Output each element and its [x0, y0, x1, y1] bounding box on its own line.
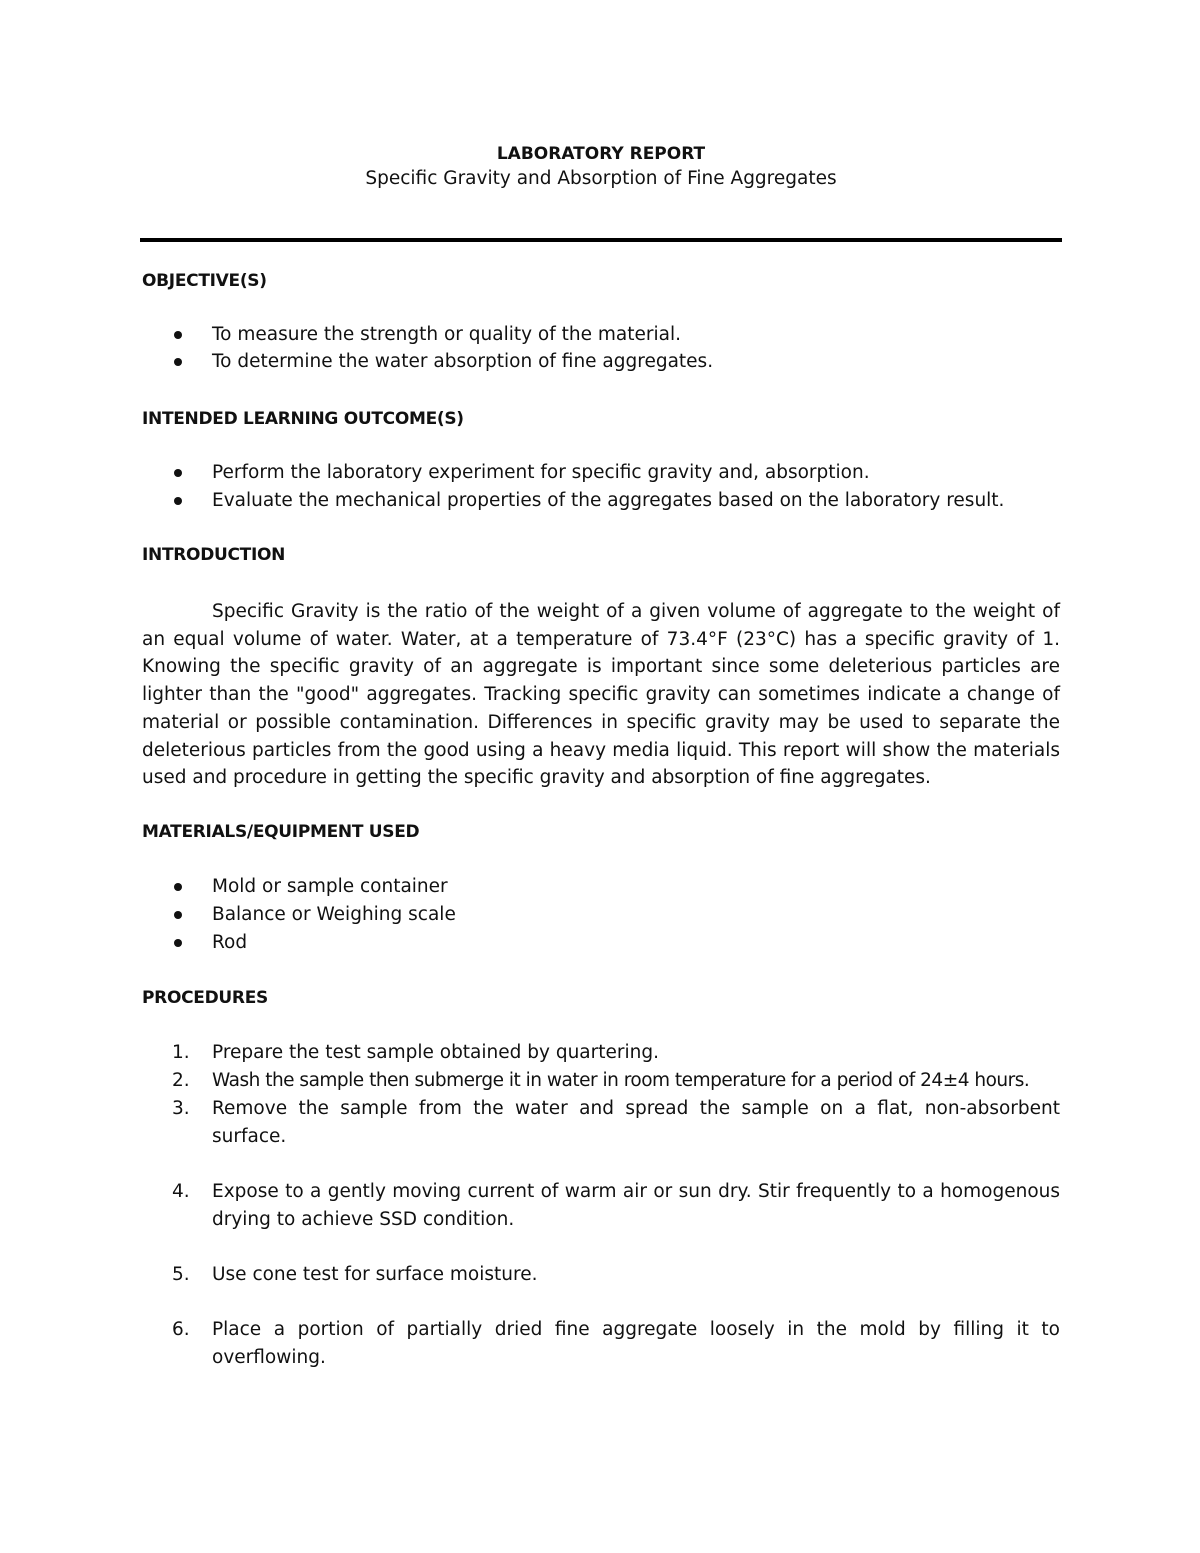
- objectives-heading: OBJECTIVE(S): [142, 271, 267, 291]
- step-text: Wash the sample then submerge it in water in room temperature for a period of 24±4 hours.: [212, 1070, 1030, 1091]
- objective-text: To measure the strength or quality of the material.: [212, 324, 681, 345]
- step-number: 5.: [172, 1264, 190, 1285]
- step-text: Remove the sample from the water and spread the sample on a flat, non-absorbent surface.: [212, 1098, 1060, 1147]
- outcome-text: Evaluate the mechanical properties of the aggregates based on the laboratory result.: [212, 490, 1005, 511]
- step-number: 6.: [172, 1319, 190, 1340]
- step-text: Expose to a gently moving current of warm air or sun dry. Stir frequently to a homogenous drying to achieve SSD condition.: [212, 1181, 1060, 1230]
- step-number: 4.: [172, 1181, 190, 1202]
- bullet-icon: [174, 939, 182, 947]
- step-text: Place a portion of partially dried fine aggregate loosely in the mold by filling it to overflowing.: [212, 1319, 1060, 1368]
- objective-text: To determine the water absorption of fine aggregates.: [212, 351, 714, 372]
- bullet-icon: [174, 911, 182, 919]
- introduction-heading: INTRODUCTION: [142, 545, 286, 565]
- outcomes-heading: INTENDED LEARNING OUTCOME(S): [142, 409, 464, 429]
- outcome-text: Perform the laboratory experiment for specific gravity and, absorption.: [212, 462, 870, 483]
- bullet-icon: [174, 331, 182, 339]
- procedures-heading: PROCEDURES: [142, 988, 268, 1008]
- step-text: Prepare the test sample obtained by quartering.: [212, 1042, 659, 1063]
- materials-heading: MATERIALS/EQUIPMENT USED: [142, 822, 420, 842]
- step-number: 2.: [172, 1070, 190, 1091]
- report-title: LABORATORY REPORT: [496, 144, 706, 164]
- bullet-icon: [174, 469, 182, 477]
- bullet-icon: [174, 883, 182, 891]
- material-text: Balance or Weighing scale: [212, 904, 456, 925]
- bullet-icon: [174, 497, 182, 505]
- step-number: 3.: [172, 1098, 190, 1119]
- report-subtitle: Specific Gravity and Absorption of Fine Aggregates: [365, 168, 837, 189]
- introduction-paragraph: Specific Gravity is the ratio of the weight of a given volume of aggregate to the weight of an equal volume of water. Water, at a temperature of 73.4°F (23°C) has a specific gravity of 1. Knowing the specific gravity of an aggregate is important since some deleterious particles are lighter than the "good" aggregates. Tracking specific gravity can sometimes indicate a change of material or possible contamination. Differences in specific gravity may be used to separate the deleterious particles from the good using a heavy media liquid. This report will show the materials used and procedure in getting the specific gravity and absorption of fine aggregates.: [142, 601, 1060, 789]
- step-number: 1.: [172, 1042, 190, 1063]
- header-divider: [140, 238, 1062, 242]
- bullet-icon: [174, 358, 182, 366]
- step-text: Use cone test for surface moisture.: [212, 1264, 538, 1285]
- material-text: Rod: [212, 932, 248, 953]
- material-text: Mold or sample container: [212, 876, 448, 897]
